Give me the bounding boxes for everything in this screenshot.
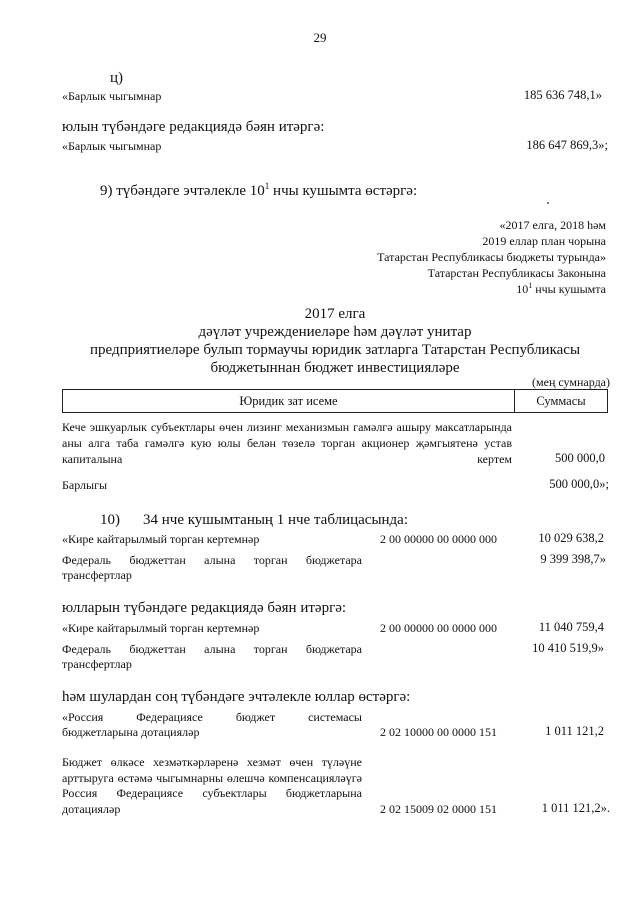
total-expenses-label: «Барлык чыгымнар xyxy=(62,89,162,103)
federal-transfers-line2-new: трансфертлар xyxy=(62,657,132,671)
russia-budget-word: Федерациясе xyxy=(136,710,203,724)
add-heading: һәм шулардан соң түбәндәге эчтәлекле юллар өстәргә: xyxy=(62,689,411,705)
total-expenses-value: 185 636 748,1» xyxy=(523,88,602,102)
nonrepayable-receipts-code: 2 00 00000 00 0000 000 xyxy=(380,532,497,546)
russia-budget-value: 1 011 121,2 xyxy=(545,724,604,738)
units-note: (мең сумнарда) xyxy=(532,375,610,389)
federal-transfers-line1: Федераль бюджеттан алына торган бюджетара xyxy=(62,553,362,567)
federal-transfers-value-new: 10 410 519,9» xyxy=(532,641,604,655)
annex-header-line1: «2017 елга, 2018 һәм xyxy=(499,218,606,232)
annex-header-line2: 2019 еллар план чорына xyxy=(482,234,606,248)
annex-title-line3: предприятиеләре булып тормаучы юридик затларга Татарстан Республикасы xyxy=(89,342,581,358)
russia-budget-line2: бюджетларына дотацияләр xyxy=(62,725,200,739)
page-number: 29 xyxy=(313,30,327,45)
annex-title-line2: дәүләт учреждениеләре һәм дәүләт унитар xyxy=(198,324,472,340)
item-10-number: 10) xyxy=(100,512,120,528)
annex-header-line4: Татарстан Республикасы Законына xyxy=(427,266,606,280)
column-header-amount: Суммасы xyxy=(536,393,586,408)
replace-heading-2: юлларын түбәндәге редакциядә бәян итәргә: xyxy=(62,600,347,616)
nonrepayable-receipts-value-new: 11 040 759,4 xyxy=(538,620,604,634)
table-row-entity: Кече эшкуарлык субъектлары өчен лизинг механизмын гамәлгә ашыру максатларында аны алга таба гамәлгә кую юлы белән төзелә торган акционер җәмгыятенә устав капиталына кертем xyxy=(62,420,512,466)
russia-budget-word: системасы xyxy=(308,710,362,724)
salary-compensation-code: 2 02 15009 02 0000 151 xyxy=(380,802,497,816)
federal-transfers-value: 9 399 398,7» xyxy=(540,552,606,566)
nonrepayable-receipts-label: «Кире кайтарылмый торган кертемнәр xyxy=(62,532,260,546)
nonrepayable-receipts-code-new: 2 00 00000 00 0000 000 xyxy=(380,621,497,635)
total-label: Барлыгы xyxy=(62,478,108,492)
table-header xyxy=(62,389,608,413)
nonrepayable-receipts-label-new: «Кире кайтарылмый торган кертемнәр xyxy=(62,621,260,635)
russia-budget-code: 2 02 10000 00 0000 151 xyxy=(380,725,497,739)
item-9-text: 9) түбәндәге эчтәлекле $10^1$ нчы кушымта өстәргә: xyxy=(100,181,418,199)
table-row-amount: 500 000,0 xyxy=(555,451,605,465)
federal-transfers-line2: трансфертлар xyxy=(62,568,132,582)
total-expenses-value-new: 186 647 869,3»; xyxy=(526,138,608,152)
russia-budget-word: бюджет xyxy=(235,710,276,724)
stray-mark xyxy=(547,202,549,204)
item-10-text: 34 нче кушымтаның 1 нче таблицасында: xyxy=(143,512,409,528)
salary-compensation-value: 1 011 121,2». xyxy=(541,801,610,815)
annex-title-line1: 2017 елга xyxy=(304,306,366,322)
subitem-label: ц) xyxy=(110,70,124,86)
annex-header-line3: Татарстан Республикасы бюджеты турында» xyxy=(377,250,606,264)
total-value: 500 000,0»; xyxy=(549,477,609,491)
salary-compensation-text: Бюджет өлкәсе хезмәткәрләренә хезмәт өчен түләүне арттыруга өстәмә чыгымнарны өлешчә компенсацияләүгә Россия Федерациясе субъектлары бюджетларына дотацияләр xyxy=(62,755,362,816)
nonrepayable-receipts-value: 10 029 638,2 xyxy=(538,531,604,545)
annex-header-line5: $10^1$ нчы кушымта xyxy=(516,281,606,296)
russia-budget-line1 xyxy=(62,710,362,725)
annex-title-line4: бюджетыннан бюджет инвестицияләре xyxy=(210,360,460,376)
total-expenses-label-new: «Барлык чыгымнар xyxy=(62,139,162,153)
federal-transfers-line1-new: Федераль бюджеттан алына торган бюджетара xyxy=(62,642,362,656)
column-header-name: Юридик зат исеме xyxy=(63,390,515,412)
russia-budget-word: «Россия xyxy=(62,710,104,724)
replace-heading: юлын түбәндәге редакциядә бәян итәргә: xyxy=(62,119,325,135)
